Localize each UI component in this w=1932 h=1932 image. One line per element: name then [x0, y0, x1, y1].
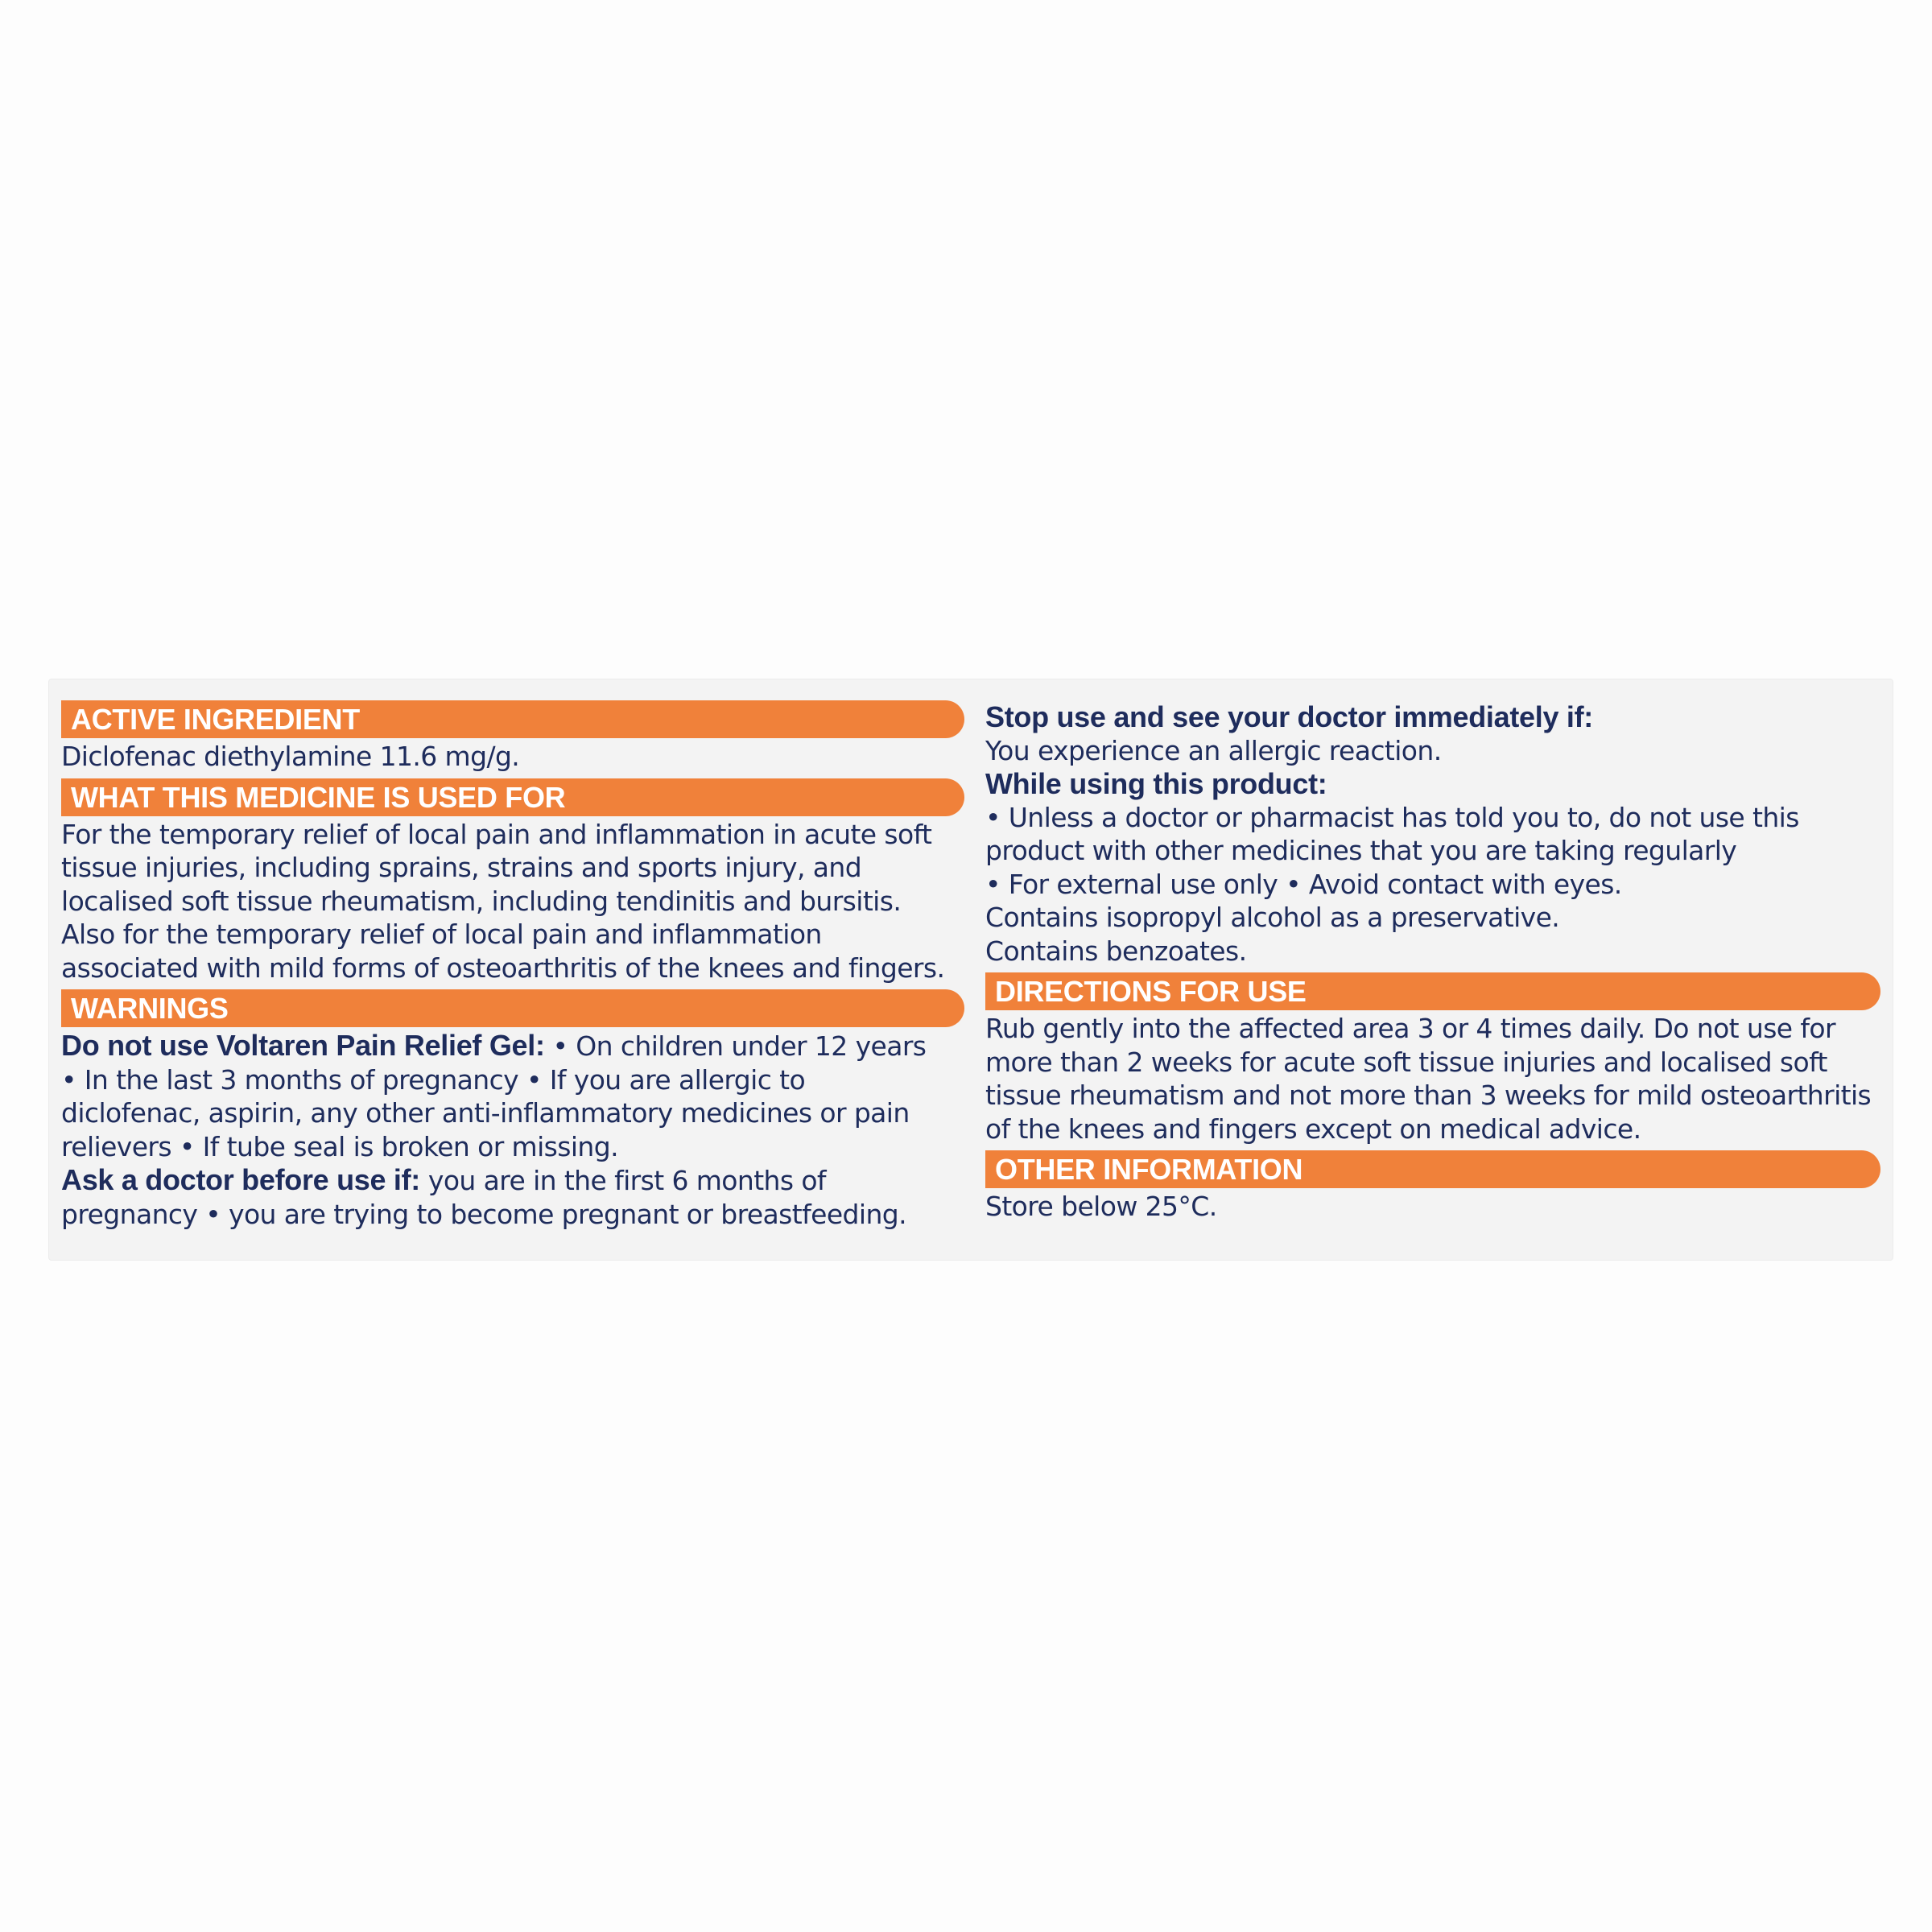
- do-not-use-line: diclofenac, aspirin, any other anti-inflammatory medicines or pain: [61, 1097, 910, 1129]
- ask-doctor-line: [61, 1163, 964, 1198]
- stop-use-block: [985, 700, 1880, 968]
- while-using-line: Contains isopropyl alcohol as a preservative.: [985, 902, 1560, 933]
- used-for-line: Also for the temporary relief of local pain and inflammation: [61, 919, 822, 950]
- ask-doctor-label: Ask a doctor before use if:: [61, 1163, 420, 1196]
- used-for-text: [61, 818, 964, 985]
- used-for-header: WHAT THIS MEDICINE IS USED FOR: [61, 778, 964, 816]
- do-not-use-label: Do not use Voltaren Pain Relief Gel:: [61, 1029, 545, 1062]
- ask-doctor-first: you are in the first 6 months of: [420, 1165, 826, 1196]
- used-for-line: localised soft tissue rheumatism, including tendinitis and bursitis.: [61, 885, 902, 917]
- while-using-label: While using this product:: [985, 767, 1327, 800]
- do-not-use-line: [61, 1029, 964, 1063]
- while-using-line: product with other medicines that you are taking regularly: [985, 835, 1737, 866]
- directions-line: of the knees and fingers except on medical advice.: [985, 1113, 1641, 1145]
- while-using-line: • For external use only • Avoid contact with eyes.: [985, 868, 1622, 900]
- used-for-line: For the temporary relief of local pain and inflammation in acute soft: [61, 818, 932, 850]
- other-info-text: [985, 1190, 1880, 1224]
- directions-line: tissue rheumatism and not more than 3 weeks for mild osteoarthritis: [985, 1080, 1872, 1111]
- other-info-header: OTHER INFORMATION: [985, 1150, 1880, 1188]
- while-using-line: Contains benzoates.: [985, 935, 1247, 967]
- left-column: [61, 700, 964, 1231]
- active-ingredient-header: ACTIVE INGREDIENT: [61, 700, 964, 738]
- right-column: [985, 700, 1880, 1224]
- directions-line: Rub gently into the affected area 3 or 4 times daily. Do not use for: [985, 1013, 1835, 1044]
- product-info-panel: [48, 679, 1893, 1261]
- used-for-line: tissue injuries, including sprains, strains and sports injury, and: [61, 852, 862, 883]
- active-ingredient-line: Diclofenac diethylamine 11.6 mg/g.: [61, 741, 520, 772]
- warnings-header: WARNINGS: [61, 989, 964, 1027]
- while-using-line: • Unless a doctor or pharmacist has told you to, do not use this: [985, 801, 1799, 833]
- ask-doctor-line: pregnancy • you are trying to become pregnant or breastfeeding.: [61, 1198, 906, 1230]
- active-ingredient-text: [61, 740, 964, 774]
- other-info-line: Store below 25°C.: [985, 1191, 1217, 1222]
- do-not-use-first: • On children under 12 years: [544, 1030, 927, 1062]
- warnings-text: [61, 1029, 964, 1231]
- used-for-line: associated with mild forms of osteoarthritis of the knees and fingers.: [61, 952, 945, 984]
- do-not-use-line: relievers • If tube seal is broken or missing.: [61, 1130, 618, 1162]
- directions-line: more than 2 weeks for acute soft tissue injuries and localised soft: [985, 1046, 1827, 1078]
- stop-use-text: You experience an allergic reaction.: [985, 734, 1442, 766]
- directions-header: DIRECTIONS FOR USE: [985, 972, 1880, 1010]
- directions-text: [985, 1012, 1880, 1146]
- do-not-use-line: • In the last 3 months of pregnancy • If you are allergic to: [61, 1063, 806, 1096]
- stop-use-label: Stop use and see your doctor immediately if:: [985, 700, 1593, 733]
